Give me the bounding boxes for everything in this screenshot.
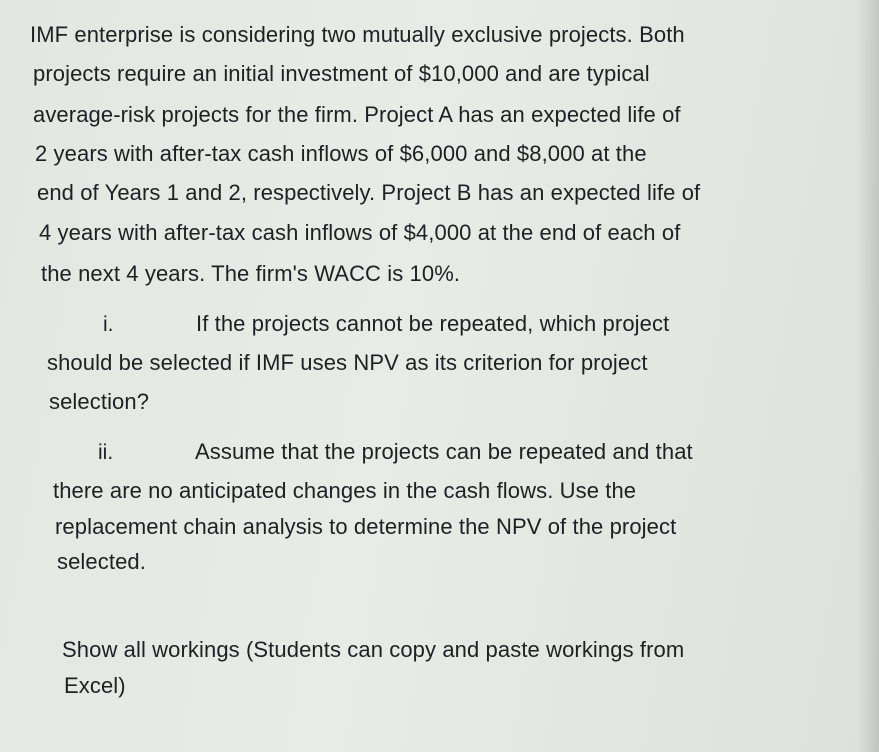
instruction-line-1: Show all workings (Students can copy and paste workings from (62, 637, 685, 662)
question-i-line-1: If the projects cannot be repeated, which project (196, 311, 670, 336)
question-ii-line-3: replacement chain analysis to determine the NPV of the project (55, 514, 677, 539)
question-i-line-3: selection? (49, 389, 150, 414)
question-ii-line-4: selected. (57, 549, 146, 574)
intro-line-7: the next 4 years. The firm's WACC is 10%. (41, 261, 461, 286)
intro-line-2: projects require an initial investment of $10,000 and are typical (33, 61, 650, 86)
question-ii-number: ii. (98, 441, 114, 464)
instruction-line-2: Excel) (64, 673, 126, 698)
question-ii-line-2: there are no anticipated changes in the cash flows. Use the (53, 478, 637, 503)
page-edge-shadow (857, 0, 879, 752)
question-i-number: i. (103, 313, 114, 336)
intro-line-3: average-risk projects for the firm. Project A has an expected life of (33, 102, 681, 127)
intro-line-6: 4 years with after-tax cash inflows of $4,000 at the end of each of (39, 220, 681, 245)
question-i-line-2: should be selected if IMF uses NPV as its criterion for project (47, 350, 648, 375)
intro-line-5: end of Years 1 and 2, respectively. Project B has an expected life of (37, 180, 701, 205)
intro-line-1: IMF enterprise is considering two mutually exclusive projects. Both (30, 22, 685, 47)
question-ii-line-1: Assume that the projects can be repeated and that (195, 439, 693, 464)
intro-line-4: 2 years with after-tax cash inflows of $6,000 and $8,000 at the (35, 141, 647, 166)
